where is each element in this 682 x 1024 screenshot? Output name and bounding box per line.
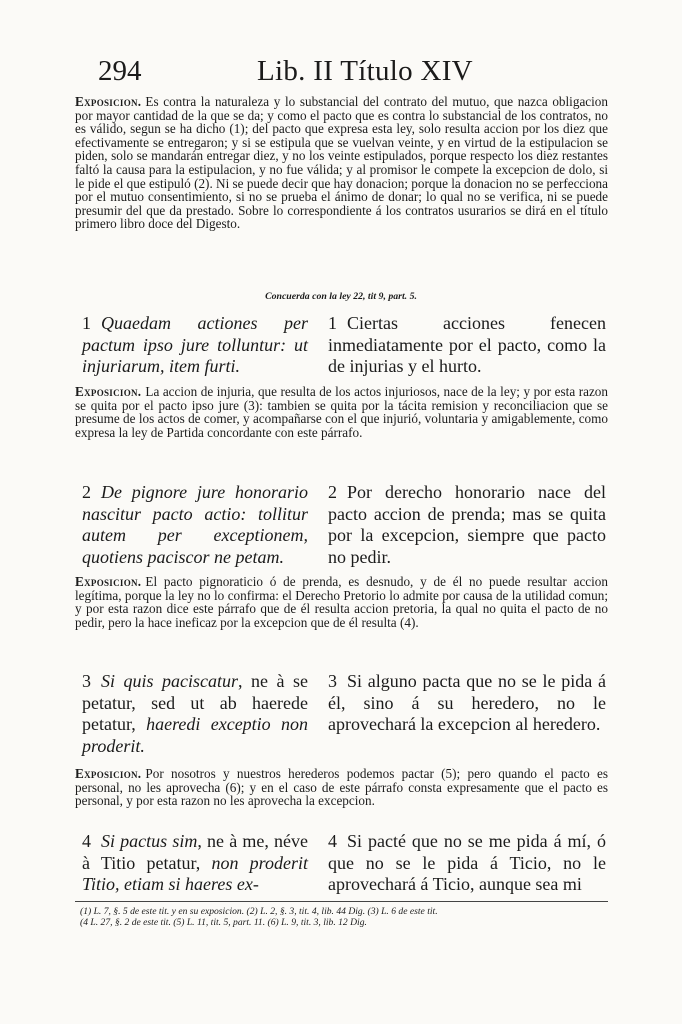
exposicion-paragraph-1 — [75, 385, 608, 439]
section-number: 3 — [328, 671, 337, 691]
exposicion-text: Por nosotros y nuestros herederos podemos pactar (5); pero quando el pacto es personal, no les aprovecha (6); y en el caso de este párrafo consta expresamente que el pacto es personal, y por esta razon no les aprovecha la excepcion. — [75, 766, 608, 809]
exposicion-paragraph-3 — [75, 767, 608, 808]
exposicion-text: La accion de injuria, que resulta de los actos injuriosos, nace de la ley; y por esta razon se quita por el pacto ipso jure (3): tambien se quita por la tácita remision y reconciliacion que se presume de los actos de comer, y acompañarse con el que injurió, voluntaria y amigablemente, como expresa la ley de Partida concordante con este párrafo. — [75, 384, 608, 440]
footnote-rule — [75, 901, 608, 902]
spanish-text-2 — [328, 482, 606, 568]
section-number: 2 — [328, 482, 337, 502]
exposicion-lead: Exposicion. — [75, 766, 142, 781]
exposicion-lead: Exposicion. — [75, 94, 142, 109]
exposicion-lead: Exposicion. — [75, 384, 142, 399]
footnotes — [80, 906, 610, 928]
section-number: 1 — [328, 313, 337, 333]
spanish-translation: Por derecho honorario nace del pacto accion de prenda; mas se quita por la excepcion, siempre que pacto no pedir. — [328, 482, 606, 567]
exposicion-lead: Exposicion. — [75, 574, 142, 589]
latin-italic: De pignore jure honorario nascitur pacto actio: tollitur autem per exceptionem, quotiens paciscor ne petam. — [82, 482, 308, 567]
footnote-line: (4 L. 27, §. 2 de este tit. (5) L. 11, tit. 5, part. 11. (6) L. 9, tit. 3, lib. 12 Dig. — [80, 917, 367, 929]
exposicion-paragraph — [75, 95, 608, 231]
spanish-text-1 — [328, 313, 606, 378]
spanish-text-4 — [328, 831, 606, 896]
section-number: 4 — [328, 831, 337, 851]
footnote-line: (1) L. 7, §. 5 de este tit. y en su exposicion. (2) L. 2, §. 3, tit. 4, lib. 44 Dig. (3) L. 6 de este tit. — [80, 906, 438, 917]
latin-italic-end: haeredi exceptio non proderit. — [82, 714, 309, 756]
latin-plain: , ne à me, néve à Titio petatur, — [82, 831, 308, 873]
latin-italic-end: non proderit Titio, etiam si haeres ex- — [82, 852, 308, 894]
section-number: 4 — [82, 831, 91, 851]
page-header — [0, 53, 682, 93]
latin-italic: Si quis paciscatur — [101, 671, 239, 691]
latin-text-4 — [82, 831, 308, 896]
latin-text-1 — [82, 313, 308, 378]
spanish-text-3 — [328, 671, 606, 736]
section-number: 3 — [82, 671, 91, 691]
spanish-translation: Ciertas acciones fenecen inmediatamente por el pacto, como la de injurias y el hurto. — [328, 313, 606, 376]
running-head: Lib. II Título XIV — [257, 55, 473, 87]
exposicion-text: Es contra la naturaleza y lo substancial del contrato del mutuo, que nazca obligacion por mayor cantidad de la que se da; y como el pacto que es contra lo substancial de los contratos, no es válido, segun se ha dicho (1); del pacto que expresa esta ley, solo resulta accion por los diez que efectivamente se entregaron; y si se estipula que se vuelvan veinte, y en virtud de la estipulacion se piden, solo se mandarán entregar diez, y no los veinte estipulados, porque respecto los diez restantes faltó la causa para la estipulacion, y no fue válida; y al promisor le compete la excepcion de dolo, si le pide el que estipuló (2). Ni se puede decir que hay donacion; porque la donacion no se perfecciona por el mutuo consentimiento, si no se prueba el ánimo de donar; lo qual no se verifica, ni se puede presumir del que da prestado. Sobre lo correspondiente á los contratos usurarios se dirá en el título primero libro doce del Digesto. — [75, 94, 608, 232]
latin-italic: Si pactus sim — [101, 831, 198, 851]
page-number: 294 — [98, 55, 142, 87]
spanish-translation: Si pacté que no se me pida á mí, ó que no se le pida á Ticio, no le aprovechará á Ticio, aunque sea mi — [328, 831, 606, 894]
exposicion-text: El pacto pignoraticio ó de prenda, es desnudo, y de él no puede resultar accion legítima, porque la ley no lo confirma: el Derecho Pretorio lo admite por causa de la utilidad comun; y por esta razon dice este párrafo que de él resulta accion pretoria, la qual no quita el pacto de no pedir, pero la hace ineficaz por la excepcion que de él resulta (4). — [75, 574, 608, 630]
exposicion-paragraph-2 — [75, 575, 608, 629]
latin-text-2 — [82, 482, 308, 568]
latin-plain: , ne à se petatur, sed ut ab haerede petatur, — [82, 671, 308, 734]
spanish-translation: Si alguno pacta que no se le pida á él, sino á su heredero, no le aprovechará la excepcion al heredero. — [328, 671, 606, 734]
section-number: 1 — [82, 313, 91, 333]
concordance-note: Concuerda con la ley 22, tit 9, part. 5. — [265, 291, 417, 302]
latin-text-3 — [82, 671, 308, 757]
latin-italic: Quaedam actiones per pactum ipso jure tolluntur: ut injuriarum, item furti. — [82, 313, 308, 376]
section-number: 2 — [82, 482, 91, 502]
